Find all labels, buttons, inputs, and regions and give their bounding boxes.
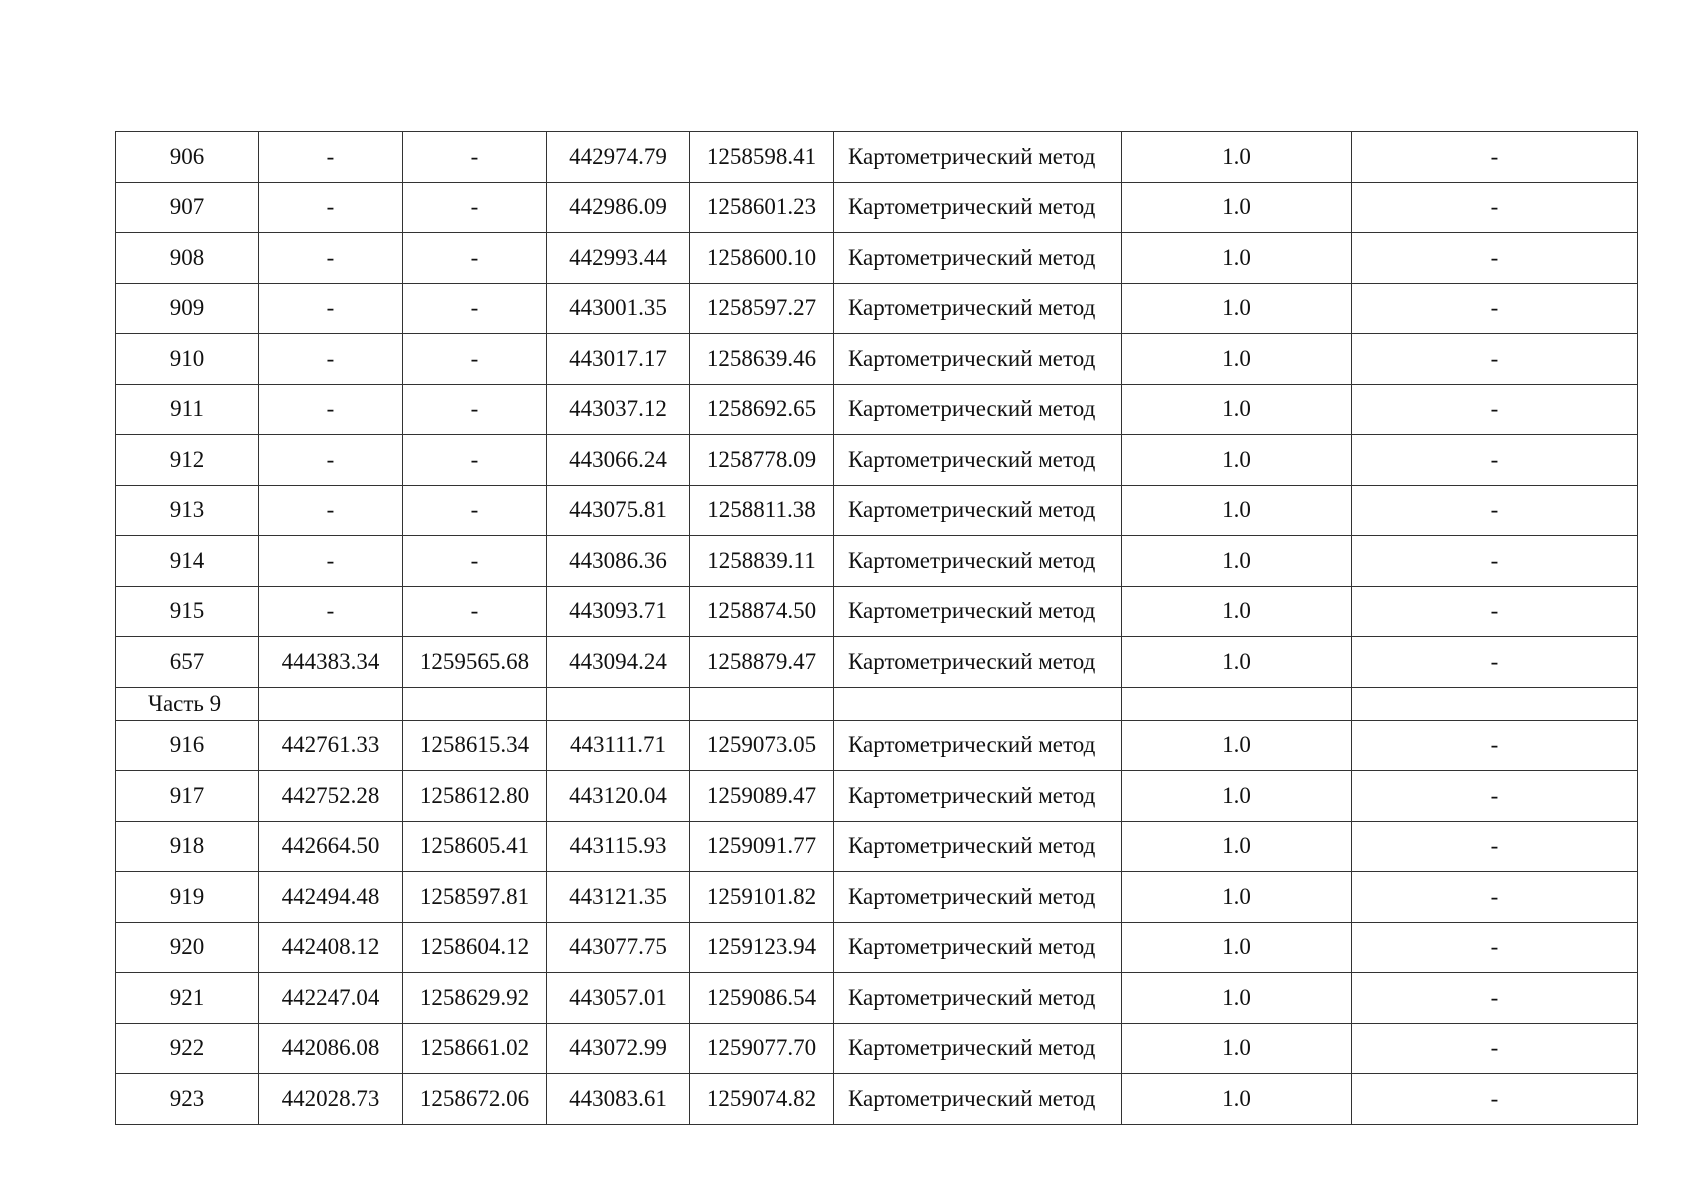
table-row bbox=[116, 334, 1638, 385]
method-cell: Картометрический метод bbox=[834, 922, 1122, 973]
new-y-cell: 1259074.82 bbox=[690, 1074, 834, 1125]
method-cell: Картометрический метод bbox=[834, 1023, 1122, 1074]
old-x-cell: 442752.28 bbox=[259, 771, 403, 822]
new-x-cell: 442974.79 bbox=[547, 132, 690, 183]
old-y-cell: 1258661.02 bbox=[403, 1023, 547, 1074]
new-y-cell: 1259091.77 bbox=[690, 821, 834, 872]
description-cell: - bbox=[1352, 435, 1638, 486]
method-cell: Картометрический метод bbox=[834, 720, 1122, 771]
new-y-cell: 1259123.94 bbox=[690, 922, 834, 973]
old-y-cell: - bbox=[403, 435, 547, 486]
old-x-cell: - bbox=[259, 435, 403, 486]
description-cell: - bbox=[1352, 182, 1638, 233]
coordinates-table bbox=[115, 131, 1638, 1125]
description-cell: - bbox=[1352, 1023, 1638, 1074]
old-y-cell: - bbox=[403, 132, 547, 183]
old-y-cell: 1258615.34 bbox=[403, 720, 547, 771]
table-row bbox=[116, 182, 1638, 233]
old-x-cell: - bbox=[259, 283, 403, 334]
old-y-cell: 1258612.80 bbox=[403, 771, 547, 822]
empty-cell bbox=[834, 687, 1122, 720]
new-x-cell: 443075.81 bbox=[547, 485, 690, 536]
new-x-cell: 443121.35 bbox=[547, 872, 690, 923]
old-y-cell: 1258629.92 bbox=[403, 973, 547, 1024]
point-number-cell: 913 bbox=[116, 485, 259, 536]
accuracy-cell: 1.0 bbox=[1122, 922, 1352, 973]
new-x-cell: 443120.04 bbox=[547, 771, 690, 822]
table-row bbox=[116, 720, 1638, 771]
empty-cell bbox=[259, 687, 403, 720]
description-cell: - bbox=[1352, 485, 1638, 536]
old-x-cell: 444383.34 bbox=[259, 637, 403, 688]
accuracy-cell: 1.0 bbox=[1122, 485, 1352, 536]
accuracy-cell: 1.0 bbox=[1122, 334, 1352, 385]
part-header-row bbox=[116, 687, 1638, 720]
empty-cell bbox=[690, 687, 834, 720]
description-cell: - bbox=[1352, 771, 1638, 822]
method-cell: Картометрический метод bbox=[834, 637, 1122, 688]
old-y-cell: - bbox=[403, 283, 547, 334]
accuracy-cell: 1.0 bbox=[1122, 586, 1352, 637]
old-x-cell: - bbox=[259, 536, 403, 587]
point-number-cell: 915 bbox=[116, 586, 259, 637]
point-number-cell: 910 bbox=[116, 334, 259, 385]
new-y-cell: 1258600.10 bbox=[690, 233, 834, 284]
description-cell: - bbox=[1352, 334, 1638, 385]
accuracy-cell: 1.0 bbox=[1122, 872, 1352, 923]
old-x-cell: - bbox=[259, 132, 403, 183]
new-x-cell: 443066.24 bbox=[547, 435, 690, 486]
new-y-cell: 1259073.05 bbox=[690, 720, 834, 771]
empty-cell bbox=[547, 687, 690, 720]
point-number-cell: 657 bbox=[116, 637, 259, 688]
point-number-cell: 921 bbox=[116, 973, 259, 1024]
old-x-cell: - bbox=[259, 384, 403, 435]
description-cell: - bbox=[1352, 1074, 1638, 1125]
old-x-cell: - bbox=[259, 485, 403, 536]
old-y-cell: - bbox=[403, 586, 547, 637]
table-row bbox=[116, 973, 1638, 1024]
description-cell: - bbox=[1352, 384, 1638, 435]
table-row bbox=[116, 1023, 1638, 1074]
point-number-cell: 911 bbox=[116, 384, 259, 435]
old-y-cell: - bbox=[403, 485, 547, 536]
point-number-cell: 916 bbox=[116, 720, 259, 771]
method-cell: Картометрический метод bbox=[834, 283, 1122, 334]
accuracy-cell: 1.0 bbox=[1122, 1023, 1352, 1074]
point-number-cell: 907 bbox=[116, 182, 259, 233]
old-x-cell: 442408.12 bbox=[259, 922, 403, 973]
accuracy-cell: 1.0 bbox=[1122, 283, 1352, 334]
table-row bbox=[116, 536, 1638, 587]
empty-cell bbox=[403, 687, 547, 720]
method-cell: Картометрический метод bbox=[834, 586, 1122, 637]
old-x-cell: - bbox=[259, 233, 403, 284]
new-y-cell: 1258811.38 bbox=[690, 485, 834, 536]
table-row bbox=[116, 821, 1638, 872]
description-cell: - bbox=[1352, 922, 1638, 973]
description-cell: - bbox=[1352, 233, 1638, 284]
new-y-cell: 1258692.65 bbox=[690, 384, 834, 435]
old-y-cell: 1258604.12 bbox=[403, 922, 547, 973]
point-number-cell: 920 bbox=[116, 922, 259, 973]
accuracy-cell: 1.0 bbox=[1122, 973, 1352, 1024]
old-x-cell: 442086.08 bbox=[259, 1023, 403, 1074]
old-x-cell: - bbox=[259, 586, 403, 637]
new-y-cell: 1258839.11 bbox=[690, 536, 834, 587]
old-y-cell: 1258597.81 bbox=[403, 872, 547, 923]
accuracy-cell: 1.0 bbox=[1122, 536, 1352, 587]
description-cell: - bbox=[1352, 821, 1638, 872]
description-cell: - bbox=[1352, 872, 1638, 923]
new-x-cell: 443057.01 bbox=[547, 973, 690, 1024]
method-cell: Картометрический метод bbox=[834, 435, 1122, 486]
old-x-cell: 442247.04 bbox=[259, 973, 403, 1024]
new-y-cell: 1259077.70 bbox=[690, 1023, 834, 1074]
new-y-cell: 1259089.47 bbox=[690, 771, 834, 822]
table-row bbox=[116, 771, 1638, 822]
table-row bbox=[116, 872, 1638, 923]
old-x-cell: 442761.33 bbox=[259, 720, 403, 771]
point-number-cell: 917 bbox=[116, 771, 259, 822]
old-x-cell: 442494.48 bbox=[259, 872, 403, 923]
new-x-cell: 442986.09 bbox=[547, 182, 690, 233]
point-number-cell: 914 bbox=[116, 536, 259, 587]
old-y-cell: - bbox=[403, 536, 547, 587]
old-y-cell: 1259565.68 bbox=[403, 637, 547, 688]
table-row bbox=[116, 586, 1638, 637]
new-y-cell: 1258879.47 bbox=[690, 637, 834, 688]
point-number-cell: 906 bbox=[116, 132, 259, 183]
new-y-cell: 1258598.41 bbox=[690, 132, 834, 183]
point-number-cell: 923 bbox=[116, 1074, 259, 1125]
point-number-cell: 908 bbox=[116, 233, 259, 284]
old-y-cell: - bbox=[403, 384, 547, 435]
point-number-cell: 909 bbox=[116, 283, 259, 334]
new-y-cell: 1258874.50 bbox=[690, 586, 834, 637]
accuracy-cell: 1.0 bbox=[1122, 384, 1352, 435]
old-y-cell: - bbox=[403, 334, 547, 385]
empty-cell bbox=[1122, 687, 1352, 720]
method-cell: Картометрический метод bbox=[834, 182, 1122, 233]
accuracy-cell: 1.0 bbox=[1122, 771, 1352, 822]
old-y-cell: - bbox=[403, 233, 547, 284]
accuracy-cell: 1.0 bbox=[1122, 132, 1352, 183]
description-cell: - bbox=[1352, 283, 1638, 334]
table-row bbox=[116, 922, 1638, 973]
point-number-cell: 912 bbox=[116, 435, 259, 486]
table-row bbox=[116, 132, 1638, 183]
method-cell: Картометрический метод bbox=[834, 485, 1122, 536]
new-y-cell: 1259086.54 bbox=[690, 973, 834, 1024]
new-x-cell: 443115.93 bbox=[547, 821, 690, 872]
new-x-cell: 443094.24 bbox=[547, 637, 690, 688]
table-row bbox=[116, 384, 1638, 435]
new-x-cell: 443037.12 bbox=[547, 384, 690, 435]
new-x-cell: 443111.71 bbox=[547, 720, 690, 771]
old-x-cell: 442028.73 bbox=[259, 1074, 403, 1125]
new-x-cell: 443086.36 bbox=[547, 536, 690, 587]
new-y-cell: 1258597.27 bbox=[690, 283, 834, 334]
point-number-cell: 918 bbox=[116, 821, 259, 872]
table-row bbox=[116, 485, 1638, 536]
description-cell: - bbox=[1352, 132, 1638, 183]
method-cell: Картометрический метод bbox=[834, 821, 1122, 872]
old-x-cell: 442664.50 bbox=[259, 821, 403, 872]
point-number-cell: 922 bbox=[116, 1023, 259, 1074]
accuracy-cell: 1.0 bbox=[1122, 435, 1352, 486]
new-y-cell: 1258639.46 bbox=[690, 334, 834, 385]
method-cell: Картометрический метод bbox=[834, 132, 1122, 183]
method-cell: Картометрический метод bbox=[834, 233, 1122, 284]
method-cell: Картометрический метод bbox=[834, 334, 1122, 385]
new-x-cell: 443072.99 bbox=[547, 1023, 690, 1074]
description-cell: - bbox=[1352, 586, 1638, 637]
table-body bbox=[116, 132, 1638, 1125]
table-row bbox=[116, 435, 1638, 486]
method-cell: Картометрический метод bbox=[834, 872, 1122, 923]
method-cell: Картометрический метод bbox=[834, 536, 1122, 587]
method-cell: Картометрический метод bbox=[834, 771, 1122, 822]
description-cell: - bbox=[1352, 536, 1638, 587]
description-cell: - bbox=[1352, 973, 1638, 1024]
method-cell: Картометрический метод bbox=[834, 973, 1122, 1024]
accuracy-cell: 1.0 bbox=[1122, 182, 1352, 233]
method-cell: Картометрический метод bbox=[834, 384, 1122, 435]
new-y-cell: 1259101.82 bbox=[690, 872, 834, 923]
accuracy-cell: 1.0 bbox=[1122, 720, 1352, 771]
method-cell: Картометрический метод bbox=[834, 1074, 1122, 1125]
description-cell: - bbox=[1352, 720, 1638, 771]
accuracy-cell: 1.0 bbox=[1122, 637, 1352, 688]
table-row bbox=[116, 637, 1638, 688]
table-row bbox=[116, 1074, 1638, 1125]
new-x-cell: 443017.17 bbox=[547, 334, 690, 385]
new-x-cell: 442993.44 bbox=[547, 233, 690, 284]
accuracy-cell: 1.0 bbox=[1122, 821, 1352, 872]
new-y-cell: 1258778.09 bbox=[690, 435, 834, 486]
accuracy-cell: 1.0 bbox=[1122, 1074, 1352, 1125]
table-row bbox=[116, 283, 1638, 334]
new-x-cell: 443083.61 bbox=[547, 1074, 690, 1125]
part-label: Часть 9 bbox=[116, 687, 259, 720]
new-x-cell: 443001.35 bbox=[547, 283, 690, 334]
new-x-cell: 443093.71 bbox=[547, 586, 690, 637]
description-cell: - bbox=[1352, 637, 1638, 688]
table-row bbox=[116, 233, 1638, 284]
accuracy-cell: 1.0 bbox=[1122, 233, 1352, 284]
empty-cell bbox=[1352, 687, 1638, 720]
old-y-cell: - bbox=[403, 182, 547, 233]
new-x-cell: 443077.75 bbox=[547, 922, 690, 973]
old-x-cell: - bbox=[259, 334, 403, 385]
new-y-cell: 1258601.23 bbox=[690, 182, 834, 233]
point-number-cell: 919 bbox=[116, 872, 259, 923]
old-x-cell: - bbox=[259, 182, 403, 233]
old-y-cell: 1258672.06 bbox=[403, 1074, 547, 1125]
old-y-cell: 1258605.41 bbox=[403, 821, 547, 872]
